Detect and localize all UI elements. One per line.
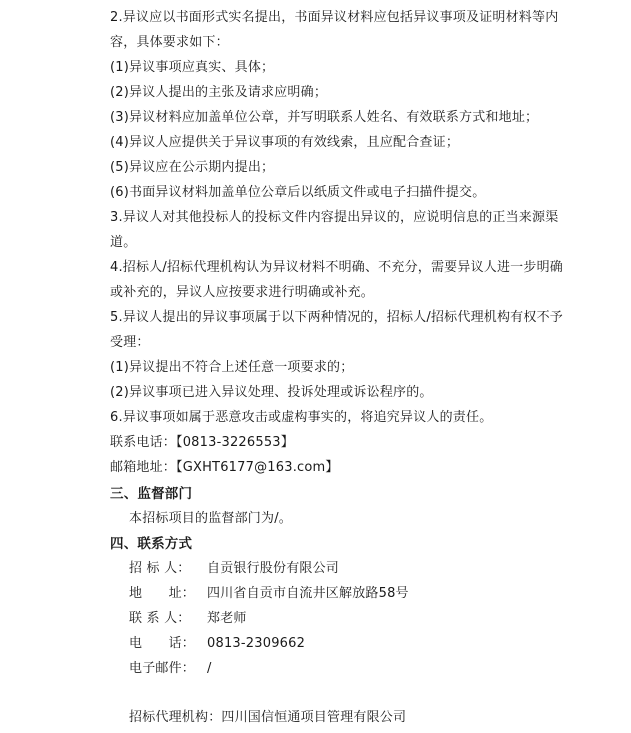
text-line: 受理： xyxy=(110,335,150,350)
contact-row-tenderer xyxy=(129,560,339,578)
contact-value: 四川省自贡市自流井区解放路58号 xyxy=(207,586,409,601)
text-line: 5.异议人提出的异议事项属于以下两种情况的，招标人/招标代理机构有权不予 xyxy=(110,310,563,325)
contact-label: 电 话： xyxy=(129,636,196,651)
contact-label: 电子邮件： xyxy=(129,661,196,676)
contact-phone-line: 联系电话：【0813-3226553】 xyxy=(110,435,294,450)
text-line: 2.异议应以书面形式实名提出，书面异议材料应包括异议事项及证明材料等内 xyxy=(110,10,559,25)
text-line: (2)异议人提出的主张及请求应明确； xyxy=(110,85,328,100)
text-line: 或补充的，异议人应按要求进行明确或补充。 xyxy=(110,285,375,300)
supervision-text: 本招标项目的监督部门为/。 xyxy=(129,511,292,526)
contact-row-email xyxy=(129,660,212,678)
contact-label: 地 址： xyxy=(129,586,196,601)
agency-line: 招标代理机构：四川国信恒通项目管理有限公司 xyxy=(129,710,407,725)
contact-value: 0813-2309662 xyxy=(207,636,306,651)
text-line: 4.招标人/招标代理机构认为异议材料不明确、不充分，需要异议人进一步明确 xyxy=(110,260,563,275)
text-line: (1)异议事项应真实、具体； xyxy=(110,60,275,75)
text-line: 容，具体要求如下： xyxy=(110,35,229,50)
contact-value: / xyxy=(207,661,212,676)
text-line: 道。 xyxy=(110,235,137,250)
contact-label: 联 系 人： xyxy=(129,611,191,626)
text-line: (3)异议材料应加盖单位公章，并写明联系人姓名、有效联系方式和地址； xyxy=(110,110,539,125)
contact-row-address xyxy=(129,585,409,603)
text-line: 3.异议人对其他投标人的投标文件内容提出异议的，应说明信息的正当来源渠 xyxy=(110,210,559,225)
contact-value: 郑老师 xyxy=(207,611,247,626)
section-heading-supervision: 三、监督部门 xyxy=(110,486,193,502)
contact-row-phone xyxy=(129,635,305,653)
contact-email-line: 邮箱地址：【GXHT6177@163.com】 xyxy=(110,460,339,475)
section-heading-contact: 四、联系方式 xyxy=(110,536,193,552)
contact-row-person xyxy=(129,610,247,628)
text-line: (1)异议提出不符合上述任意一项要求的； xyxy=(110,360,354,375)
contact-value: 自贡银行股份有限公司 xyxy=(207,561,340,576)
text-line: (6)书面异议材料加盖单位公章后以纸质文件或电子扫描件提交。 xyxy=(110,185,486,200)
text-line: (5)异议应在公示期内提出； xyxy=(110,160,275,175)
contact-label: 招 标 人： xyxy=(129,561,191,576)
text-line: 6.异议事项如属于恶意攻击或虚构事实的，将追究异议人的责任。 xyxy=(110,410,493,425)
text-line: (4)异议人应提供关于异议事项的有效线索，且应配合查证； xyxy=(110,135,460,150)
text-line: (2)异议事项已进入异议处理、投诉处理或诉讼程序的。 xyxy=(110,385,433,400)
